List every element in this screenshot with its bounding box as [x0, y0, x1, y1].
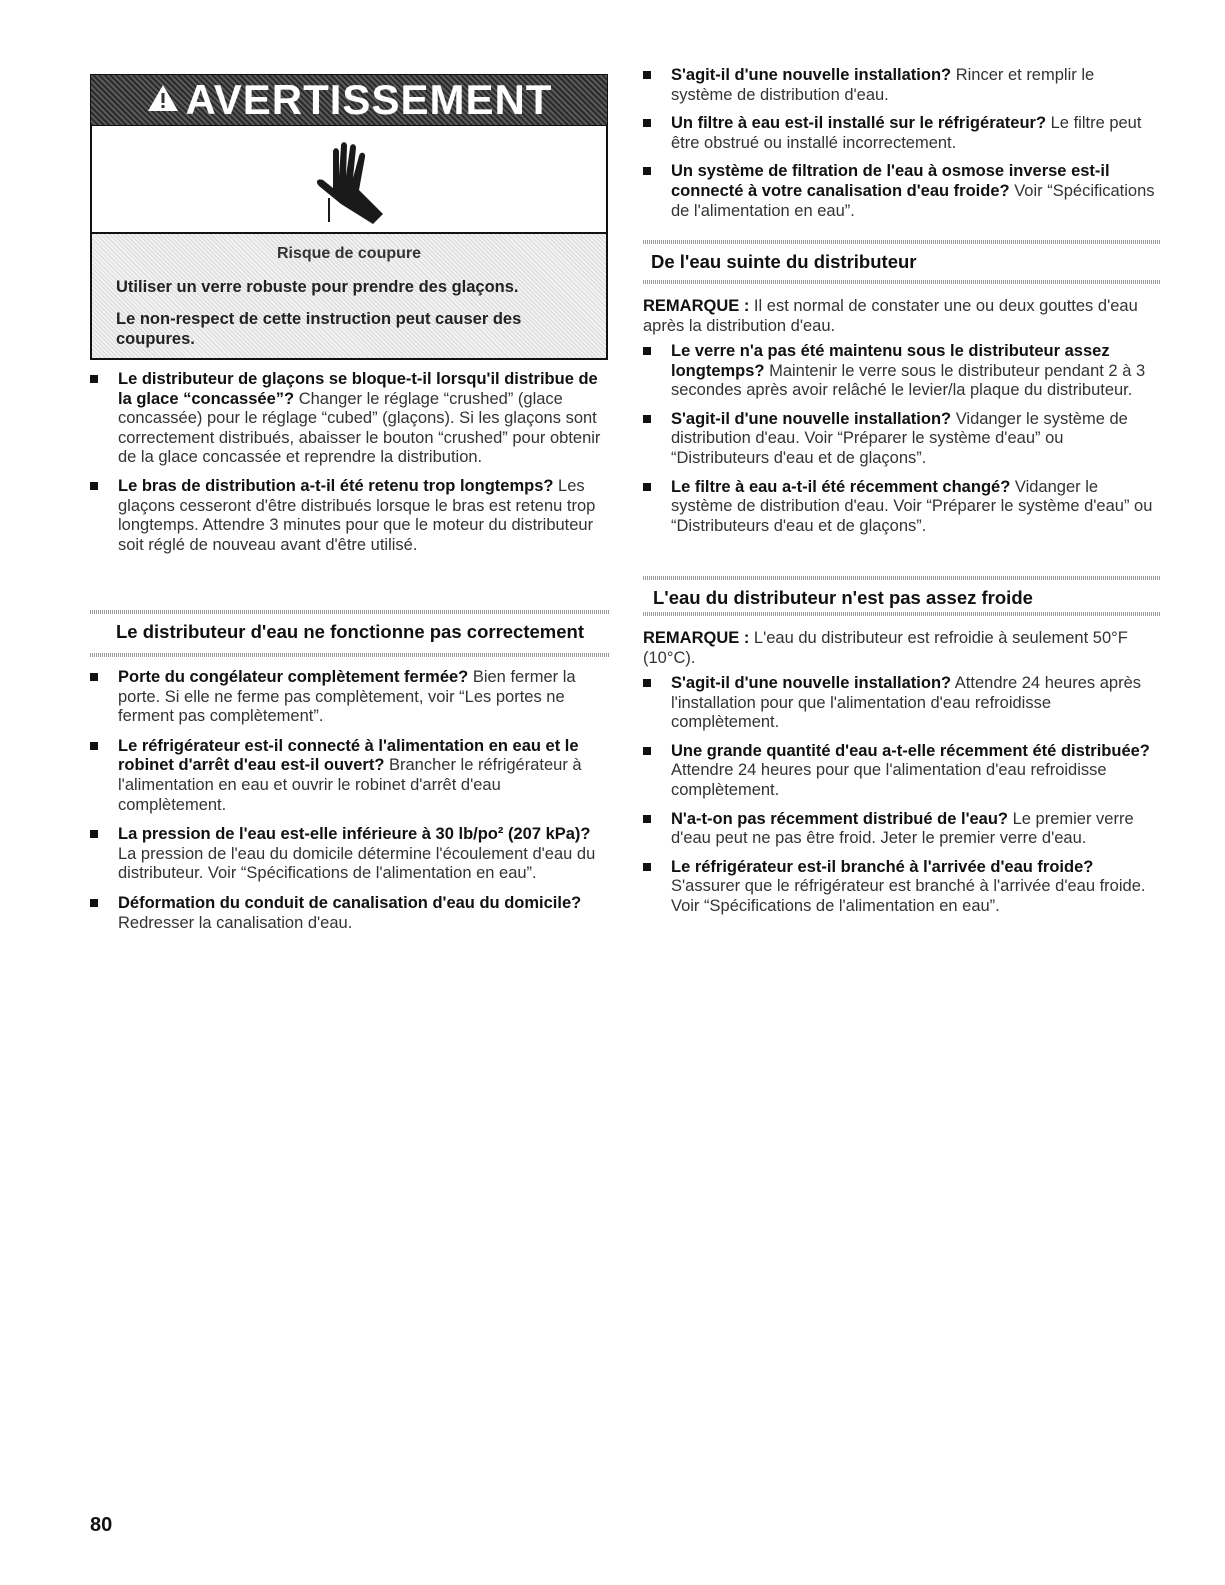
list-item: Le réfrigérateur est-il branché à l'arrivée d'eau froide? S'assurer que le réfrigérateur est branché à l'arrivée d'eau froide. Voir “Spécifications de l'alimentation en eau”.	[643, 858, 1159, 917]
warning-box	[90, 74, 608, 361]
list-item: Le distributeur de glaçons se bloque-t-il lorsqu'il distribue de la glace “concassée”? Changer le réglage “crushed” (glace concassée) pour le réglage “cubed” (glaçons). Si les glaçons sont correctement distribués, abaisser le bouton “crushed” pour obtenir de la glace concassée et reprendre la distribution.	[90, 370, 606, 468]
drip-note: REMARQUE : Il est normal de constater une ou deux gouttes d'eau après la distribution d'eau.	[643, 297, 1138, 335]
list-item: S'agit-il d'une nouvelle installation? Attendre 24 heures après l'installation pour que l'alimentation d'eau refroidisse complètement.	[643, 674, 1159, 733]
page-number: 80	[90, 1514, 113, 1536]
section-heading-water: Le distributeur d'eau ne fonctionne pas correctement	[90, 610, 610, 659]
list-item: Le bras de distribution a-t-il été retenu trop longtemps? Les glaçons cesseront d'être distribués lorsque le bras est retenu trop longtemps. Attendre 3 minutes pour que le moteur du distributeur soit réglé de nouveau avant d'être utilisé.	[90, 477, 606, 555]
list-item: Le filtre à eau a-t-il été récemment changé? Vidanger le système de distribution d'eau. Voir “Préparer le système d'eau” ou “Distributeurs d'eau et de glaçons”.	[643, 478, 1159, 537]
list-item: Un filtre à eau est-il installé sur le réfrigérateur? Le filtre peut être obstrué ou installé incorrectement.	[643, 114, 1159, 153]
list-item: Porte du congélateur complètement fermée? Bien fermer la porte. Si elle ne ferme pas complètement, voir “Les portes ne ferment pas complètement”.	[90, 668, 606, 727]
drip-bullet-list	[643, 342, 1159, 536]
warning-risk: Risque de coupure	[276, 245, 422, 262]
cold-note: REMARQUE : L'eau du distributeur est refroidie à seulement 50°F (10°C).	[643, 629, 1128, 667]
list-item: Le verre n'a pas été maintenu sous le distributeur assez longtemps? Maintenir le verre sous le distributeur pendant 2 à 3 secondes après avoir relâché le levier/la plaque du distributeur.	[643, 342, 1159, 401]
water-bullet-list	[90, 668, 606, 933]
warning-title: AVERTISSEMENT	[185, 76, 553, 123]
left-bullet-list	[90, 370, 606, 555]
right-top-bullet-list	[643, 66, 1159, 221]
warning-line-2: Le non-respect de cette instruction peut causer des coupures.	[116, 310, 522, 348]
section-heading-drip: De l'eau suinte du distributeur	[643, 240, 1161, 289]
list-item: Une grande quantité d'eau a-t-elle récemment été distribuée? Attendre 24 heures pour que l'alimentation d'eau refroidisse complètement.	[643, 742, 1159, 801]
list-item: Un système de filtration de l'eau à osmose inverse est-il connecté à votre canalisation d'eau froide? Voir “Spécifications de l'alimentation en eau”.	[643, 162, 1159, 221]
cold-bullet-list	[643, 674, 1159, 917]
list-item: S'agit-il d'une nouvelle installation? Rincer et remplir le système de distribution d'eau.	[643, 66, 1159, 105]
warning-line-1: Utiliser un verre robuste pour prendre des glaçons.	[116, 278, 519, 296]
section-heading-cold: L'eau du distributeur n'est pas assez froide	[643, 576, 1161, 625]
list-item: La pression de l'eau est-elle inférieure à 30 lb/po² (207 kPa)? La pression de l'eau du domicile détermine l'écoulement d'eau du distributeur. Voir “Spécifications de l'alimentation en eau”.	[90, 825, 606, 884]
list-item: Le réfrigérateur est-il connecté à l'alimentation en eau et le robinet d'arrêt d'eau est-il ouvert? Brancher le réfrigérateur à l'alimentation en eau et ouvrir le robinet d'arrêt d'eau complètement.	[90, 737, 606, 815]
list-item: N'a-t-on pas récemment distribué de l'eau? Le premier verre d'eau peut ne pas être froid. Jeter le premier verre d'eau.	[643, 810, 1159, 849]
warning-triangle-icon	[146, 83, 180, 118]
cut-hand-icon	[311, 138, 391, 228]
list-item: Déformation du conduit de canalisation d'eau du domicile? Redresser la canalisation d'eau.	[90, 894, 606, 933]
list-item: S'agit-il d'une nouvelle installation? Vidanger le système de distribution d'eau. Voir “Préparer le système d'eau” ou “Distributeurs d'eau et de glaçons”.	[643, 410, 1159, 469]
warning-header	[90, 74, 608, 126]
